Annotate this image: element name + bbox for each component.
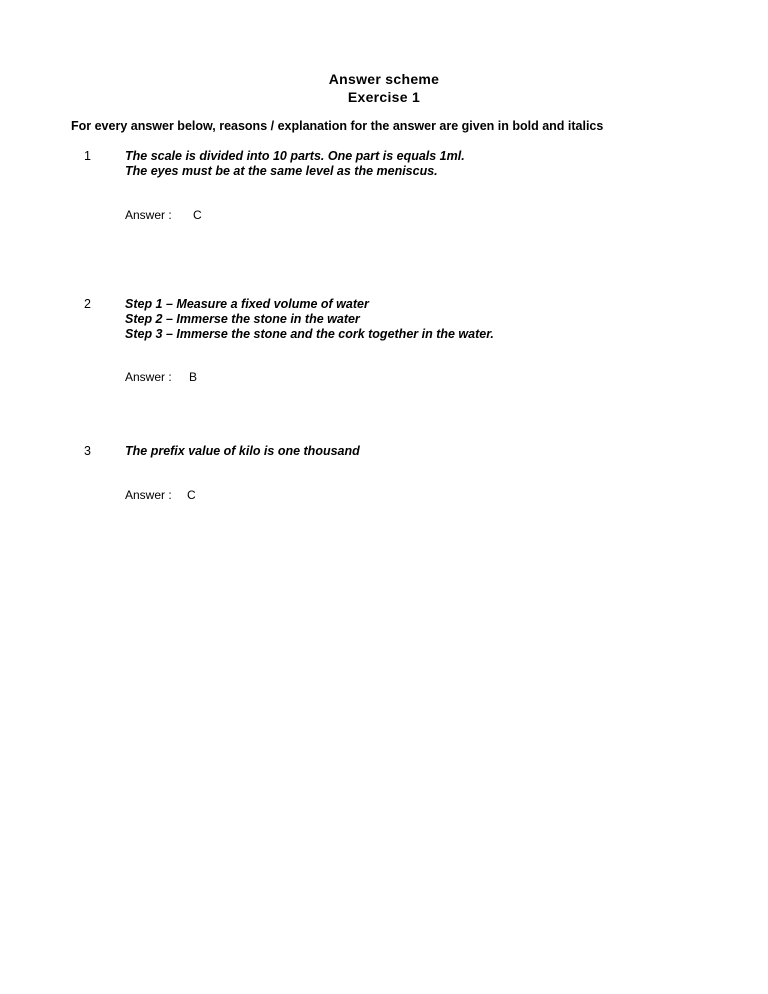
page-subtitle: Exercise 1	[347, 89, 421, 105]
answer-value: C	[193, 208, 202, 222]
question-number-1: 1	[84, 149, 91, 163]
reason-line: Step 3 – Immerse the stone and the cork together in the water.	[125, 327, 494, 341]
answer-value: C	[187, 488, 196, 502]
question-2-reasons	[125, 297, 494, 342]
reason-line: Step 2 – Immerse the stone in the water	[125, 312, 360, 326]
reason-line: The prefix value of kilo is one thousand	[125, 444, 360, 458]
question-2-answer	[125, 370, 197, 384]
reason-line: The scale is divided into 10 parts. One part is equals 1ml.	[125, 149, 465, 163]
answer-value: B	[189, 370, 198, 384]
answer-label: Answer :	[125, 370, 172, 384]
answer-label: Answer :	[125, 488, 172, 502]
question-3-answer	[125, 488, 196, 502]
page-title: Answer scheme	[328, 71, 440, 87]
question-1-reasons	[125, 149, 465, 179]
intro-text: For every answer below, reasons / explanation for the answer are given in bold and italics	[71, 119, 604, 133]
question-3-reasons	[125, 444, 360, 459]
question-1-answer	[125, 208, 202, 222]
reason-line: The eyes must be at the same level as the meniscus.	[125, 164, 438, 178]
question-number-2: 2	[84, 297, 91, 311]
question-number-3: 3	[84, 444, 91, 458]
reason-line: Step 1 – Measure a fixed volume of water	[125, 297, 369, 311]
answer-label: Answer :	[125, 208, 172, 222]
